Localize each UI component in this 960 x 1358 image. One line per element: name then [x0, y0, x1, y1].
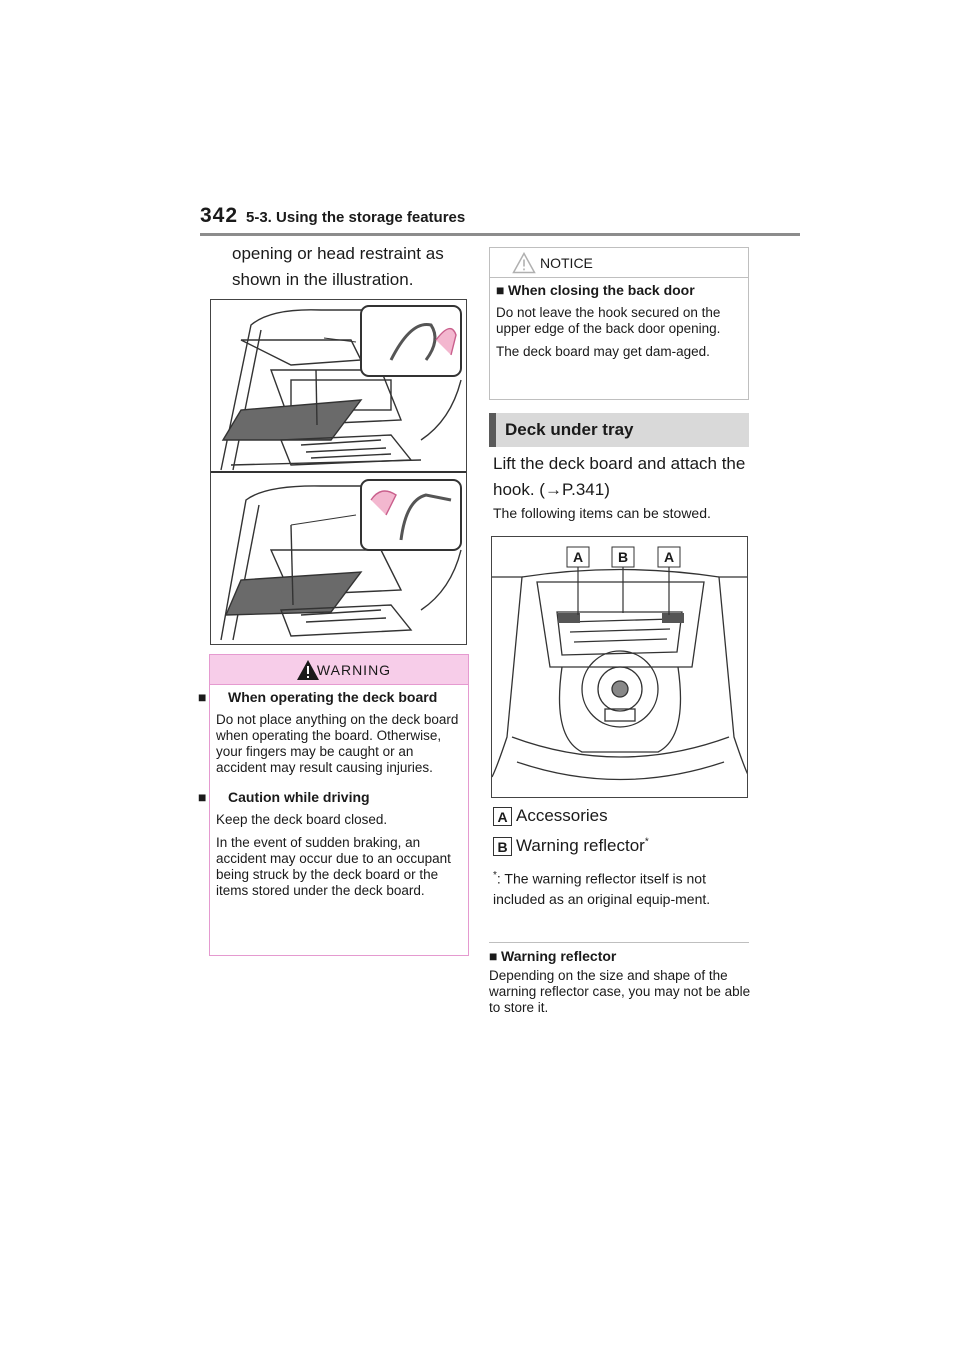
header-rule	[200, 233, 800, 236]
notice-body	[496, 282, 742, 367]
legend-text: Warning reflector	[516, 836, 645, 855]
lift-instruction: Lift the deck board and attach the hook. (→P.341)	[493, 454, 746, 499]
page-number: 342	[200, 204, 239, 227]
notice-text: The deck board may get dam-aged.	[496, 344, 710, 359]
square-bullet-icon: ■	[198, 789, 207, 805]
warning-item-text: In the event of sudden braking, an accident may occur due to an occupant being struck by the deck board or the items stored under the deck board.	[216, 835, 451, 898]
square-bullet-icon: ■	[489, 948, 498, 964]
deck-under-tray-illustration	[491, 536, 748, 798]
legend-text: Accessories	[516, 806, 608, 825]
warning-label: WARNING	[316, 662, 392, 678]
notice-title: ■ When closing the back door	[496, 282, 695, 298]
notice-text: Do not leave the hook secured on the upper edge of the back door opening.	[496, 305, 721, 336]
warning-reflector-title: ■ Warning reflector	[489, 948, 617, 964]
callout-labels	[567, 547, 680, 567]
legend-item-accessories	[493, 806, 608, 826]
notice-label: NOTICE	[540, 255, 593, 271]
heading-label: Deck under tray	[505, 420, 634, 439]
warning-item-text: Keep the deck board closed.	[216, 812, 388, 827]
notice-triangle-icon	[512, 252, 536, 274]
divider	[489, 942, 749, 943]
square-bullet-icon: ■	[496, 282, 505, 298]
square-bullet-icon: ■	[198, 689, 207, 705]
legend-item-warning-reflector	[493, 836, 649, 856]
asterisk-mark: *	[644, 836, 649, 848]
intro-text: opening or head restraint as shown in the illustration.	[232, 244, 444, 289]
warning-body	[198, 689, 462, 906]
deck-board-hook-drawing	[211, 300, 467, 645]
legend-letter: A	[493, 807, 512, 826]
footnote-text: : The warning reflector itself is not included as an original equip-ment.	[493, 870, 711, 907]
stowable-items-text: The following items can be stowed.	[493, 505, 711, 521]
warning-item-title: ■ Caution while driving	[198, 789, 370, 805]
heading-bar	[489, 413, 496, 447]
callout-a-left: A	[572, 549, 584, 565]
warning-reflector-text: Depending on the size and shape of the warning reflector case, you may not be able to store it.	[489, 968, 751, 1015]
footnote-mark: *	[493, 870, 497, 881]
section-title: 5-3. Using the storage features	[246, 209, 466, 226]
warning-header	[210, 655, 468, 685]
deck-under-tray-heading	[489, 413, 749, 447]
notice-box	[489, 247, 749, 400]
warning-item-title: ■ When operating the deck board	[198, 689, 438, 705]
callout-a-right: A	[663, 549, 675, 565]
warning-item-text: Do not place anything on the deck board when operating the board. Otherwise, your fingers may be caught or an accident may result causing injuries.	[216, 712, 459, 775]
deck-under-tray-drawing	[492, 537, 748, 798]
deck-board-hook-illustration	[210, 299, 467, 645]
notice-header	[490, 248, 748, 278]
warning-box	[198, 654, 469, 956]
callout-b: B	[617, 549, 629, 565]
legend-letter: B	[493, 837, 512, 856]
footnote	[493, 866, 753, 909]
